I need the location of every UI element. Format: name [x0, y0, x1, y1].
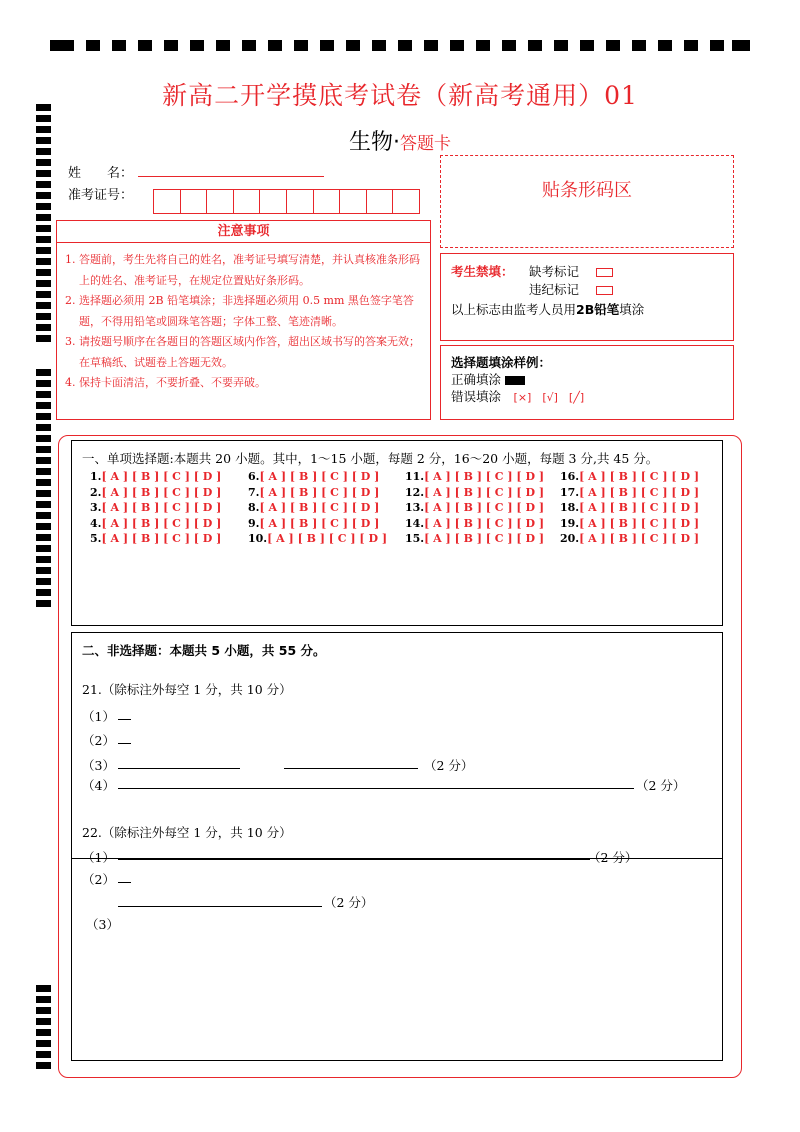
notice-item: 4. 保持卡面清洁，不要折叠、不要弄破。: [65, 376, 266, 389]
mc-options[interactable]: [ A ] [ B ] [ C ] [ D ]: [579, 501, 700, 514]
mc-options[interactable]: [ A ] [ B ] [ C ] [ D ]: [579, 532, 700, 545]
mc-number: 20.: [560, 532, 580, 545]
mc-question-14[interactable]: [405, 517, 544, 530]
mc-number: 19.: [560, 516, 580, 530]
q22-part1-line[interactable]: [118, 859, 590, 860]
mc-options[interactable]: [ A ] [ B ] [ C ] [ D ]: [579, 470, 700, 483]
notice-box: [56, 220, 431, 420]
mc-number: 5.: [90, 532, 102, 545]
mc-question-2[interactable]: [90, 486, 221, 499]
mc-options[interactable]: [ A ] [ B ] [ C ] [ D ]: [424, 485, 545, 499]
prohibited-box: [440, 253, 734, 341]
mc-question-4[interactable]: [90, 517, 221, 530]
subject-name: 生物: [348, 130, 393, 155]
section2-heading: 二、非选择题：本题共 5 小题，共 55 分。: [82, 643, 326, 658]
correct-fill-label: 正确填涂: [451, 372, 502, 387]
q21-part4: （4）: [82, 778, 115, 793]
mc-number: 6.: [248, 470, 260, 483]
mc-question-11[interactable]: [405, 470, 544, 483]
mc-question-13[interactable]: [405, 501, 544, 514]
q22-answer-box: [71, 858, 723, 1061]
mc-options[interactable]: [ A ] [ B ] [ C ] [ D ]: [424, 532, 545, 545]
mc-options[interactable]: [ A ] [ B ] [ C ] [ D ]: [101, 485, 222, 499]
mc-number: 4.: [90, 516, 102, 530]
q22-part2-line-b[interactable]: [118, 906, 322, 907]
mc-options[interactable]: [ A ] [ B ] [ C ] [ D ]: [101, 470, 222, 483]
mc-question-1[interactable]: [90, 470, 221, 483]
mc-options[interactable]: [ A ] [ B ] [ C ] [ D ]: [259, 516, 380, 530]
q21-part3: （3）: [82, 758, 115, 773]
barcode-area: [440, 155, 734, 248]
mc-options[interactable]: [ A ] [ B ] [ C ] [ D ]: [101, 501, 222, 514]
mc-number: 7.: [248, 485, 260, 499]
mc-options[interactable]: [ A ] [ B ] [ C ] [ D ]: [101, 532, 222, 545]
q22-part3: （3）: [86, 917, 119, 932]
violation-mark-box[interactable]: [596, 286, 613, 295]
mc-number: 10.: [248, 532, 268, 545]
mc-number: 13.: [405, 501, 425, 514]
q21-part3-line-a[interactable]: [118, 768, 240, 769]
q21-part3-line-b[interactable]: [284, 768, 418, 769]
mc-question-18[interactable]: [560, 501, 699, 514]
mc-question-17[interactable]: [560, 486, 699, 499]
id-label: 准考证号：: [68, 188, 134, 203]
mc-number: 11.: [405, 470, 425, 483]
top-timing-marks: [50, 40, 750, 52]
mc-question-6[interactable]: [248, 470, 379, 483]
mc-question-12[interactable]: [405, 486, 544, 499]
mc-options[interactable]: [ A ] [ B ] [ C ] [ D ]: [424, 470, 545, 483]
subtitle: 生物·答题卡: [348, 130, 451, 155]
mc-question-3[interactable]: [90, 501, 221, 514]
q22-part1: （1）: [82, 850, 115, 865]
q22-part2-score: （2 分）: [324, 895, 374, 910]
mc-question-20[interactable]: [560, 532, 699, 545]
q21-part1-line[interactable]: [118, 719, 131, 720]
mc-number: 14.: [405, 516, 425, 530]
mc-options[interactable]: [ A ] [ B ] [ C ] [ D ]: [259, 470, 380, 483]
mc-options[interactable]: [ A ] [ B ] [ C ] [ D ]: [579, 516, 700, 530]
mc-number: 3.: [90, 501, 102, 514]
notice-item: 3. 请按题号顺序在各题目的答题区域内作答，超出区域书写的答案无效；在草稿纸、试题卷上答题无效。: [65, 335, 420, 369]
mc-options[interactable]: [ A ] [ B ] [ C ] [ D ]: [101, 516, 222, 530]
mc-question-10[interactable]: [248, 532, 387, 545]
mc-number: 8.: [248, 501, 260, 514]
name-label: 姓 名：: [68, 166, 134, 181]
exam-title: 新高二开学摸底考试卷（新高考通用）01: [162, 81, 638, 110]
mc-question-8[interactable]: [248, 501, 379, 514]
q21-part3-score: （2 分）: [424, 758, 474, 773]
mc-number: 2.: [90, 485, 102, 499]
name-input-line[interactable]: [138, 176, 324, 177]
mc-number: 18.: [560, 501, 580, 514]
mc-options[interactable]: [ A ] [ B ] [ C ] [ D ]: [424, 516, 545, 530]
mc-options[interactable]: [ A ] [ B ] [ C ] [ D ]: [579, 485, 700, 499]
notice-heading: 注意事项: [57, 221, 430, 243]
q22-part2: （2）: [82, 872, 115, 887]
mc-question-7[interactable]: [248, 486, 379, 499]
card-name: 答题卡: [400, 134, 451, 154]
absent-mark-box[interactable]: [596, 268, 613, 277]
q22-title: 22.（除标注外每空 1 分，共 10 分）: [82, 825, 292, 840]
mc-number: 17.: [560, 485, 580, 499]
barcode-label: 贴条形码区: [542, 180, 632, 201]
q22-part2-line-a[interactable]: [118, 882, 131, 883]
mc-question-15[interactable]: [405, 532, 544, 545]
mc-question-19[interactable]: [560, 517, 699, 530]
correct-fill-sample: [505, 376, 525, 385]
q21-part4-line[interactable]: [118, 788, 634, 789]
notice-item: 1. 答题前，考生先将自己的姓名，准考证号填写清楚，并认真核准条形码上的姓名、准考证号，在规定位置贴好条形码。: [65, 253, 420, 287]
mc-number: 15.: [405, 532, 425, 545]
absent-mark-label: 缺考标记: [529, 264, 580, 279]
mc-options[interactable]: [ A ] [ B ] [ C ] [ D ]: [267, 532, 388, 545]
wrong-fill-label: 错误填涂: [451, 389, 502, 404]
q21-part1: （1）: [82, 709, 115, 724]
q21-title: 21.（除标注外每空 1 分，共 10 分）: [82, 682, 292, 697]
prohibited-label: 考生禁填：: [451, 264, 514, 279]
wrong-fill-samples: [×] [√] [╱]: [513, 391, 585, 404]
q21-part2: （2）: [82, 733, 115, 748]
q21-part4-score: （2 分）: [636, 778, 686, 793]
violation-mark-label: 违纪标记: [529, 282, 580, 297]
mc-options[interactable]: [ A ] [ B ] [ C ] [ D ]: [424, 501, 545, 514]
mc-number: 12.: [405, 485, 425, 499]
mc-number: 9.: [248, 516, 260, 530]
mc-question-16[interactable]: [560, 470, 699, 483]
prohibited-note: 以上标志由监考人员用2B铅笔填涂: [451, 302, 645, 317]
mc-options[interactable]: [ A ] [ B ] [ C ] [ D ]: [259, 485, 380, 499]
section1-heading: 一、单项选择题:本题共 20 小题。其中，1～15 小题，每题 2 分，16～20 小题，每题 3 分,共 45 分。: [82, 451, 659, 466]
mc-number: 1.: [90, 470, 102, 483]
mc-options[interactable]: [ A ] [ B ] [ C ] [ D ]: [259, 501, 380, 514]
mc-question-9[interactable]: [248, 517, 379, 530]
fill-example-label: 选择题填涂样例：: [451, 355, 552, 370]
exam-id-boxes[interactable]: [153, 189, 420, 214]
q21-part2-line[interactable]: [118, 743, 131, 744]
q22-part1-score: （2 分）: [588, 850, 638, 865]
notice-item: 2. 选择题必须用 2B 铅笔填涂；非选择题必须用 0.5 mm 黑色签字笔答题，不得用铅笔或圆珠笔答题；字体工整、笔迹清晰。: [65, 294, 414, 328]
mc-number: 16.: [560, 470, 580, 483]
fill-example-box: [440, 345, 734, 420]
mc-question-5[interactable]: [90, 532, 221, 545]
